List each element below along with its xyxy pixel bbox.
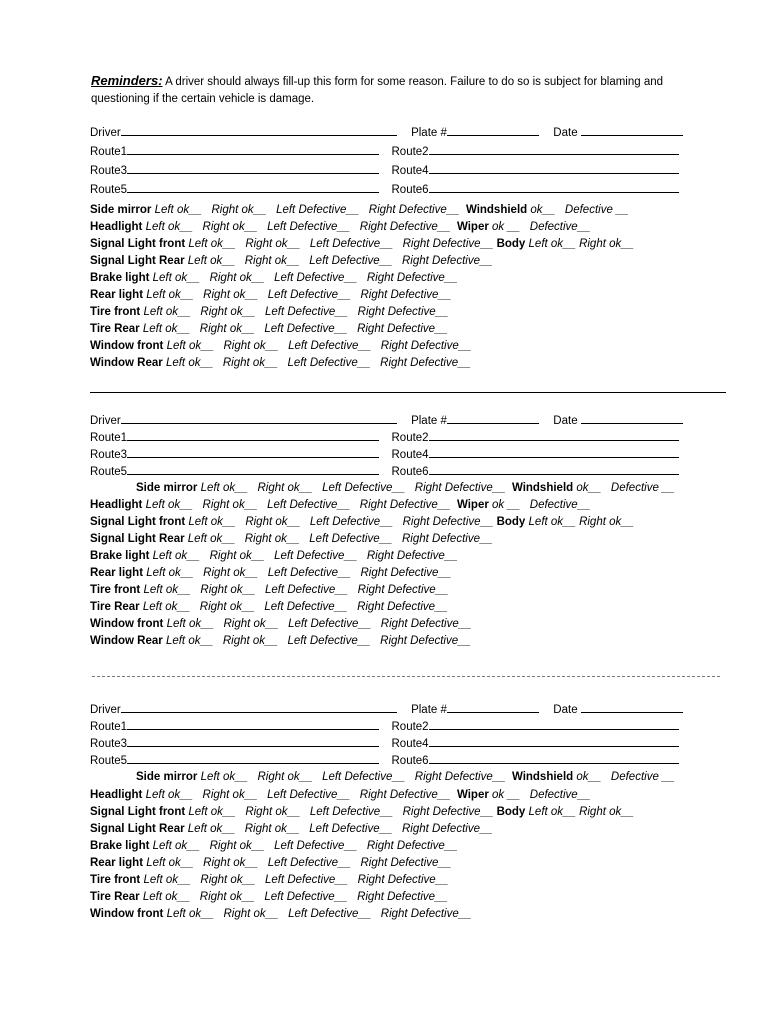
fields-route6: Route6 [391,466,429,478]
options-left-ok: Left ok__ [143,306,191,318]
options-left-def: Left Defective__ [264,874,349,886]
route-row [90,447,679,463]
driver-field[interactable] [121,413,397,424]
options-right-def: Right Defective__ [360,567,452,579]
options-ok-sp: ok __ [492,499,521,511]
options-defective: Defective __ [564,204,629,216]
options-right-ok: Right ok__ [257,482,313,494]
check-row-window-front [90,617,472,632]
checks-signal-rear: Signal Light Rear [90,255,185,267]
options-left-def: Left Defective__ [274,840,358,852]
fields-route3: Route3 [90,449,128,461]
route2-field[interactable] [429,144,679,155]
checks-window-front: Window front [90,908,164,920]
checks-headlight: Headlight [90,789,143,801]
route3-field[interactable] [127,163,379,174]
check-row-side-mirror [90,203,629,218]
options-right-def: Right Defective__ [357,306,449,318]
checks-tire-front: Tire front [90,584,141,596]
options-left-def: Left Defective__ [274,550,358,562]
driver-row [90,125,683,141]
options-right-ok: Right ok__ [244,533,300,545]
check-row-rear [90,566,451,581]
check-row-signal-front [90,237,634,252]
options-defective-ul: Defective__ [529,789,591,801]
options-right-def: Right Defective__ [380,618,472,630]
options-left-def: Left Defective__ [276,204,360,216]
date-field[interactable] [581,413,683,424]
check-row-headlight [90,788,591,803]
route3-field[interactable] [127,447,379,458]
route4-field[interactable] [429,447,679,458]
options-left-ok: Left ok__ [528,516,576,528]
options-right-ok: Right ok__ [211,204,267,216]
options-left-def: Left Defective__ [288,340,372,352]
route3-field[interactable] [127,736,379,747]
options-left-def: Left Defective__ [287,635,371,647]
options-right-ok: Right ok__ [579,238,635,250]
options-left-def: Left Defective__ [267,789,351,801]
options-left-def: Left Defective__ [264,306,349,318]
section-divider-dashed [92,676,720,677]
fields-route6: Route6 [391,755,429,767]
options-right-ok: Right ok__ [209,550,265,562]
checks-windshield: Windshield [511,482,574,494]
checks-brake: Brake light [90,840,150,852]
fields-route5: Route5 [90,755,128,767]
options-left-def: Left Defective__ [288,618,372,630]
options-right-def: Right Defective__ [360,857,452,869]
driver-field[interactable] [121,702,397,713]
route5-field[interactable] [127,464,379,475]
options-right-def: Right Defective__ [368,204,460,216]
checks-tire-rear: Tire Rear [90,601,140,613]
route2-field[interactable] [429,719,679,730]
options-right-def: Right Defective__ [414,771,506,783]
fields-route1: Route1 [90,721,128,733]
options-left-ok: Left ok__ [142,891,191,903]
options-left-def: Left Defective__ [309,238,393,250]
checks-tire-rear: Tire Rear [90,891,140,903]
route-row [90,163,679,179]
route-row [90,144,679,160]
route-row [90,736,679,752]
check-row-brake [90,549,458,564]
options-right-ok: Right ok__ [199,891,255,903]
fields-route1: Route1 [90,432,128,444]
options-left-def: Left Defective__ [267,857,351,869]
options-right-ok: Right ok__ [209,840,265,852]
date-field[interactable] [581,702,683,713]
checks-window-front: Window front [90,340,164,352]
options-left-ok: Left ok__ [188,238,236,250]
options-ok: ok__ [530,204,556,216]
options-right-ok: Right ok__ [223,340,279,352]
options-right-def: Right Defective__ [359,789,451,801]
options-defective-ul: Defective__ [529,499,591,511]
options-left-ok: Left ok__ [528,806,576,818]
options-right-def: Right Defective__ [402,516,494,528]
options-left-ok: Left ok__ [145,499,193,511]
options-left-ok: Left ok__ [143,874,191,886]
checks-brake: Brake light [90,550,150,562]
options-right-ok: Right ok__ [222,357,278,369]
fields-route3: Route3 [90,165,128,177]
options-right-ok: Right ok__ [200,874,256,886]
check-row-window-rear [90,356,471,371]
options-left-def: Left Defective__ [309,533,393,545]
route-row [90,430,679,446]
check-row-signal-rear [90,532,493,547]
options-right-ok: Right ok__ [245,516,301,528]
checks-wiper: Wiper [456,221,489,233]
checks-headlight: Headlight [90,499,143,511]
check-row-rear [90,856,451,871]
check-row-window-rear [90,634,471,649]
fields-route2: Route2 [391,432,429,444]
options-left-ok: Left ok__ [166,340,214,352]
check-row-signal-rear [90,254,493,269]
options-right-ok: Right ok__ [223,618,279,630]
checks-rear: Rear light [90,289,144,301]
options-right-ok: Right ok__ [199,323,255,335]
options-left-def: Left Defective__ [264,601,348,613]
route1-field[interactable] [127,430,379,441]
options-left-def: Left Defective__ [309,255,393,267]
options-left-def: Left Defective__ [264,584,349,596]
reminder-text: A driver should always fill-up this form for some reason. Failure to do so is subject for blaming and questioning if the certain vehicle is damage. [91,76,664,105]
options-left-ok: Left ok__ [145,789,193,801]
check-row-tire-front [90,583,448,598]
driver-field[interactable] [121,125,397,136]
options-left-ok: Left ok__ [188,516,236,528]
options-right-ok: Right ok__ [222,635,278,647]
checks-body: Body [496,238,526,250]
options-right-def: Right Defective__ [357,584,449,596]
reminder-colon: : [158,73,163,88]
check-row-signal-rear [90,822,493,837]
options-ok: ok__ [576,771,602,783]
fields-route4: Route4 [391,449,429,461]
options-left-ok: Left ok__ [165,635,214,647]
checks-wiper: Wiper [456,499,489,511]
checks-signal-front: Signal Light front [90,238,186,250]
fields-route1: Route1 [90,146,128,158]
reminder-paragraph [91,72,691,108]
options-right-ok: Right ok__ [203,567,259,579]
plate-field[interactable] [447,413,539,424]
options-left-def: Left Defective__ [287,357,371,369]
options-right-ok: Right ok__ [202,221,258,233]
fields-driver: Driver [90,127,121,139]
check-row-signal-front [90,805,634,820]
options-left-ok: Left ok__ [146,567,194,579]
fields-driver: Driver [90,415,121,427]
options-right-def: Right Defective__ [357,601,448,613]
check-row-headlight [90,220,591,235]
driver-row [90,702,683,718]
route2-field[interactable] [429,430,679,441]
checks-signal-front: Signal Light front [90,806,186,818]
options-defective: Defective __ [610,482,675,494]
checks-tire-front: Tire front [90,306,141,318]
options-left-ok: Left ok__ [146,289,194,301]
checks-window-rear: Window Rear [90,635,163,647]
options-left-ok: Left ok__ [146,857,194,869]
options-right-def: Right Defective__ [360,289,452,301]
fields-route4: Route4 [391,738,429,750]
fields-route5: Route5 [90,184,128,196]
route5-field[interactable] [127,182,379,193]
plate-field[interactable] [447,702,539,713]
options-ok-sp: ok __ [492,789,521,801]
fields-route3: Route3 [90,738,128,750]
check-row-tire-rear [90,322,448,337]
section-divider-solid [90,392,726,393]
options-left-ok: Left ok__ [154,204,202,216]
check-row-side-mirror [136,481,675,496]
options-left-def: Left Defective__ [309,806,393,818]
check-row-tire-front [90,873,448,888]
options-left-ok: Left ok__ [166,618,214,630]
options-right-def: Right Defective__ [401,823,493,835]
route6-field[interactable] [429,753,679,764]
check-row-window-front [90,907,472,922]
options-ok-sp: ok __ [492,221,521,233]
fields-route5: Route5 [90,466,128,478]
route6-field[interactable] [429,182,679,193]
options-right-ok: Right ok__ [202,499,258,511]
options-left-ok: Left ok__ [187,823,236,835]
options-right-def: Right Defective__ [359,221,451,233]
options-right-def: Right Defective__ [380,357,471,369]
options-right-def: Right Defective__ [402,806,494,818]
checks-side-mirror: Side mirror [136,482,198,494]
check-row-signal-front [90,515,634,530]
options-right-def: Right Defective__ [357,323,448,335]
options-right-def: Right Defective__ [402,238,494,250]
options-right-def: Right Defective__ [380,340,472,352]
fields-plate: Plate # [411,127,447,139]
options-right-ok: Right ok__ [245,806,301,818]
options-left-ok: Left ok__ [188,806,236,818]
checks-body: Body [496,806,526,818]
options-right-ok: Right ok__ [203,289,259,301]
check-row-rear [90,288,451,303]
plate-field[interactable] [447,125,539,136]
options-left-ok: Left ok__ [200,771,248,783]
fields-route2: Route2 [391,721,429,733]
fields-plate: Plate # [411,415,447,427]
checks-windshield: Windshield [511,771,574,783]
options-right-ok: Right ok__ [257,771,313,783]
check-row-window-front [90,339,472,354]
route6-field[interactable] [429,464,679,475]
options-left-def: Left Defective__ [309,823,393,835]
options-left-def: Left Defective__ [274,272,358,284]
checks-wiper: Wiper [456,789,489,801]
options-left-ok: Left ok__ [165,357,214,369]
checks-body: Body [496,516,526,528]
date-field[interactable] [581,125,683,136]
checks-window-rear: Window Rear [90,357,163,369]
options-right-def: Right Defective__ [401,533,493,545]
checks-side-mirror: Side mirror [136,771,198,783]
options-right-ok: Right ok__ [244,255,300,267]
fields-plate: Plate # [411,704,447,716]
options-left-ok: Left ok__ [200,482,248,494]
options-right-ok: Right ok__ [579,516,635,528]
route4-field[interactable] [429,736,679,747]
driver-row [90,413,683,429]
options-left-ok: Left ok__ [187,533,236,545]
options-right-def: Right Defective__ [357,874,449,886]
options-left-ok: Left ok__ [143,584,191,596]
fields-date: Date [553,415,578,427]
options-right-def: Right Defective__ [357,891,448,903]
options-left-def: Left Defective__ [267,567,351,579]
options-right-ok: Right ok__ [244,823,300,835]
options-right-ok: Right ok__ [209,272,265,284]
options-ok: ok__ [576,482,602,494]
options-right-def: Right Defective__ [366,840,458,852]
options-left-def: Left Defective__ [322,771,406,783]
options-left-def: Left Defective__ [267,289,351,301]
route1-field[interactable] [127,144,379,155]
check-row-headlight [90,498,591,513]
checks-tire-rear: Tire Rear [90,323,140,335]
check-row-side-mirror [136,770,675,785]
checks-tire-front: Tire front [90,874,141,886]
reminder-label: Reminders [91,73,159,88]
options-right-ok: Right ok__ [203,857,259,869]
checks-signal-rear: Signal Light Rear [90,533,185,545]
options-right-def: Right Defective__ [380,635,471,647]
options-left-ok: Left ok__ [528,238,576,250]
checks-window-front: Window front [90,618,164,630]
options-right-def: Right Defective__ [366,272,458,284]
options-left-ok: Left ok__ [187,255,236,267]
options-left-ok: Left ok__ [152,840,200,852]
options-defective: Defective __ [610,771,675,783]
check-row-tire-front [90,305,448,320]
route-row [90,753,679,769]
fields-date: Date [553,127,578,139]
options-right-ok: Right ok__ [223,908,279,920]
options-left-ok: Left ok__ [166,908,214,920]
fields-route4: Route4 [391,165,429,177]
fields-route6: Route6 [391,184,429,196]
checks-signal-front: Signal Light front [90,516,186,528]
options-right-ok: Right ok__ [200,584,256,596]
checks-headlight: Headlight [90,221,143,233]
fields-date: Date [553,704,578,716]
options-left-ok: Left ok__ [142,323,191,335]
options-right-def: Right Defective__ [380,908,472,920]
fields-driver: Driver [90,704,121,716]
options-right-ok: Right ok__ [199,601,255,613]
checks-windshield: Windshield [465,204,528,216]
options-left-ok: Left ok__ [152,272,200,284]
options-left-ok: Left ok__ [152,550,200,562]
options-right-def: Right Defective__ [366,550,458,562]
route5-field[interactable] [127,753,379,764]
options-left-def: Left Defective__ [264,891,348,903]
check-row-tire-rear [90,890,448,905]
options-left-def: Left Defective__ [264,323,348,335]
checks-side-mirror: Side mirror [90,204,152,216]
options-left-ok: Left ok__ [145,221,193,233]
route-row [90,182,679,198]
route-row [90,719,679,735]
options-left-ok: Left ok__ [142,601,191,613]
options-right-def: Right Defective__ [401,255,493,267]
checks-rear: Rear light [90,567,144,579]
options-right-def: Right Defective__ [414,482,506,494]
options-left-def: Left Defective__ [267,499,351,511]
options-defective-ul: Defective__ [529,221,591,233]
options-right-ok: Right ok__ [200,306,256,318]
checks-signal-rear: Signal Light Rear [90,823,185,835]
route-row [90,464,679,480]
route4-field[interactable] [429,163,679,174]
check-row-brake [90,271,458,286]
options-left-def: Left Defective__ [322,482,406,494]
options-right-ok: Right ok__ [579,806,635,818]
options-left-def: Left Defective__ [309,516,393,528]
options-right-def: Right Defective__ [359,499,451,511]
options-right-ok: Right ok__ [202,789,258,801]
options-right-ok: Right ok__ [245,238,301,250]
options-left-def: Left Defective__ [267,221,351,233]
checks-rear: Rear light [90,857,144,869]
fields-route2: Route2 [391,146,429,158]
check-row-tire-rear [90,600,448,615]
checks-brake: Brake light [90,272,150,284]
options-left-def: Left Defective__ [288,908,372,920]
route1-field[interactable] [127,719,379,730]
check-row-brake [90,839,458,854]
